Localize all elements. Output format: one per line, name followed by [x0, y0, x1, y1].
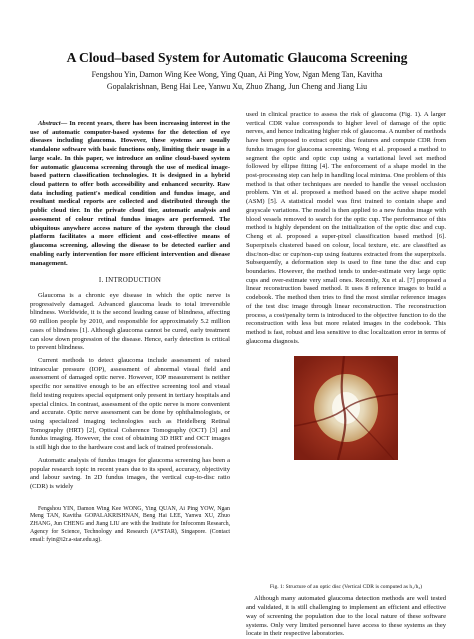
right-column: [246, 111, 446, 639]
figure-1: [246, 354, 446, 582]
figure-1-caption: Fig. 1: Structure of an optic disc (Vertical CDR is computed as h₁/h₂): [269, 584, 423, 591]
author-list: [30, 69, 444, 92]
left-column: [30, 120, 230, 544]
paper-title: A Cloud–based System for Automatic Glaucoma Screening: [66, 50, 408, 65]
abstract-text: — In recent years, there has been increasing interest in the use of automatic computer-based systems for the detection of eye diseases including glaucoma. However, these systems are usually standalone software with basic functions only, limiting their usage in a large scale. In this paper, we introduce an online cloud-based system for automatic glaucoma screening through the use of medical image-based pattern classification technologies. It is designed in a hybrid cloud pattern to offer both accessibility and enhanced security. Raw data including patient's medical condition and fundus image, and resultant medical reports are collected and distributed through the public cloud tier. In the private cloud tier, automatic analysis and assessment of colour retinal fundus images are performed. The ubiquitous anywhere access nature of the system through the cloud platform facilitates a more efficient and cost-effective means of glaucoma screening, allowing the disease to be detected earlier and enabling early intervention for more efficient intervention and disease management.: [30, 120, 230, 267]
body-paragraph-2: Although many automated glaucoma detection methods are well tested and validated, it is still challenging to implement an efficient and effective way of screening the population due to the local nature of these software systems. Only very limited personnel have access to these systems as they locate in their respective laboratories.: [246, 595, 446, 638]
intro-paragraph-1: Glaucoma is a chronic eye disease in which the optic nerve is progressively damaged. Advanced glaucoma leads to total irreversible blindness. Worldwide, it is the second leading cause of blindness, affecting 60 million people by 2010, and responsible for approximately 5.2 million cases of blindness [1]. Although glaucoma cannot be cured, early treatment can slow down progression of the disease. Hence, early detection is critical to prevent blindness.: [30, 291, 230, 352]
abstract: [30, 120, 230, 268]
optic-disc-illustration: [294, 356, 398, 460]
intro-paragraph-3: Automatic analysis of fundus images for glaucoma screening has been a popular research topic in recent years due to its speed, accuracy, objectivity and labour saving. In 2D fundus images, the vertical cup-to-disc ratio (CDR) is widely: [30, 456, 230, 491]
author-line-2: Gopalakrishnan, Beng Hai Lee, Yanwu Xu, Zhuo Zhang, Jun Cheng and Jiang Liu: [106, 81, 368, 91]
abstract-label: Abstract: [38, 120, 61, 127]
author-line-1: Fengshou Yin, Damon Wing Kee Wong, Ying Quan, Ai Ping Yow, Ngan Meng Tan, Kavitha: [91, 70, 383, 79]
section-heading-introduction: I. INTRODUCTION: [98, 277, 162, 285]
intro-paragraph-2: Current methods to detect glaucoma include assessment of raised intraocular pressure (IOP), assessment of abnormal visual field and assessment of damaged optic nerve. However, IOP measurement is neither specific nor sensitive enough to be an effective screening tool and visual field testing requires special equipment only present in tertiary hospitals and special clinics. In contrast, assessment of the optic nerve is more convenient and accurate. Optic nerve assessment can be done by ophthalmologists, or using specialized imaging technologies such as Heidelberg Retinal Tomography (HRT) [2], Optical Coherence Tomography (OCT) [3] and fundus imaging. However, the cost of obtaining 3D HRT and OCT images is still high due to the hardware cost and lack of trained professionals.: [30, 356, 230, 452]
body-paragraph-continued: used in clinical practice to assess the risk of glaucoma (Fig. 1). A larger vertical CDR value corresponds to higher level of damage of the optic nerves, and hence indicating higher risk of glaucoma. A number of methods have been proposed to extract optic disc features and compute CDR from fundus images for glaucoma screening. Wong et al. proposed a method to segment the optic and optic cup using a variational level set method followed by ellipse fitting [4]. The enforcement of a shape model in the post-processing step can help in handling local minima. One problem of this method is that other techniques are needed to handle the vessel occlusion problem. Yin et al. proposed a method based on the active shape model (ASM) [5]. A statistical model was first trained to contain shape and grayscale variations. The model is then applied to a new fundus image with blood vessels removed to search for the optic cup. The performance of this method is highly dependent on the initialization of the optic disc and cup. Cheng et al. proposed a super-pixel classification based method [6]. Superpixels clustered based on colour, local texture, etc. are classified as disc/non-disc or cup/non-cup using features extracted from the superpixels. Subsequently, a deformation step is used to fine tune the disc and cup boundaries. However, the method tends to under-estimate very large optic cups and over-estimate very small ones. Recently, Xu et al. [7] proposed a linear reconstruction based method. It uses 8 reference images to build a codebook. The method then tries to find the most similar reference images of the test disc image through linear reconstruction. The reconstruction process, a cost/penalty term is introduced to the objective function to do the reconstruction with less but more related images in the codebook. This method is fast, robust and less sensitive to disc localization error in terms of glaucoma diagnosis.: [246, 111, 447, 345]
author-affiliation-footnote: Fengshou YIN, Damon Wing Kee WONG, Ying QUAN, Ai Ping YOW, Ngan Meng TAN, Kavitha GOPALAKRISHNAN, Beng Hai LEE, Yanwu XU, Zhuo ZHANG, Jun CHENG and Jiang LIU are with the Institute for Infocomm Research, Agency for Science, Technology and Research (A*STAR), Singapore. (Contact email: fyin@i2r.a-star.edu.sg).: [30, 505, 230, 543]
